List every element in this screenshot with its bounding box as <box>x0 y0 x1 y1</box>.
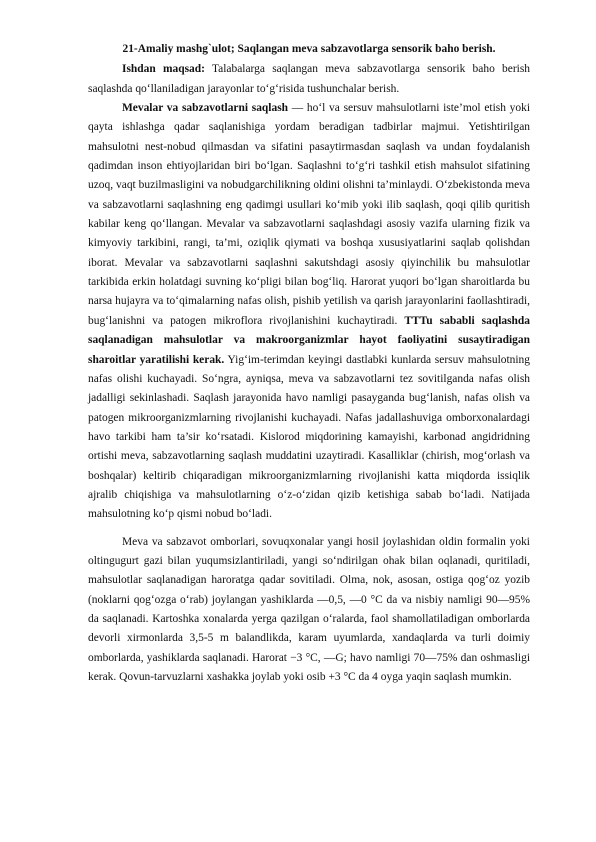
storage-text-b: Yig‘im-terimdan keyingi dastlabki kunlarda sersuv mahsulotning nafas olishi kuchayadi. So‘ngra, ayniqsa, meva va sabzavotlarni tez sovitilganda nafas olish jadalligi sekinlashadi. Saqlash jarayonida havo namligi pasayganda bug‘lanish, nafas olish va patogen mikroorganizmlarning rivojlanishi kuchayadi. Nafas jadallashuviga omborxonalardagi havo tarkibi ham ta’sir ko‘rsatadi. Kislorod miqdorining kamayishi, karbonad angidridning ortishi meva, sabzavotlarning saqlash muddatini uzaytiradi. Kasalliklar (chirish, mog‘orlash va boshqalar) keltirib chiqaradigan mikroorganizmlarning rivojlanishi katta miqdorda issiqlik ajralib chiqishiga va mahsulotlarning o‘z-o‘zidan qizib ketishiga sabab bo‘ladi. Natijada mahsulotning ko‘p qismi nobud bo‘ladi. <box>88 353 530 521</box>
storage-lead: Mevalar va sabzavotlarni saqlash <box>122 102 289 115</box>
document-title: 21-Amaliy mashg`ulot; Saqlangan meva sabzavotlarga sensorik baho berish. <box>122 43 496 55</box>
storage-bold-statement: TTTu sababli saqlashda saqlanadigan mahsulotlar va makroorganizmlar hayot faoliyatini susaytiradigan sharoitlar yaratilishi kerak. <box>88 314 531 366</box>
aim-paragraph <box>88 60 530 99</box>
warehouse-paragraph: Meva va sabzavot omborlari, sovuqxonalar yangi hosil joylashidan oldin formalin yoki oltingugurt gazi bilan yuqumsizlantiriladi, yangi so‘ndirilgan ohak bilan oqlanadi, quritiladi, mahsulotlar saqlanadigan haroratga qadar sovitiladi. Olma, nok, asosan, ostiga qog‘oz yozib (noklarni qog‘ozga o‘rab) joylangan yashiklarda —0,5, —0 °C da va nisbiy namligi 90—95% da saqlanadi. Kartoshka xonalarda yerga qazilgan o‘ralarda, faol shamollatiladigan omborlarda devorli xirmonlarda 3,5-5 m balandlikda, karam uyumlarda, xandaqlarda va turli doimiy omborlarda, yashiklarda saqlanadi. Harorat −3 °C, —G; havo namligi 70—75% dan oshmasligi kerak. Qovun-tarvuzlarni xashakka joylab yoki osib +3 °C da 4 oyga yaqin saqlash mumkin. <box>88 535 530 683</box>
storage-paragraph <box>88 99 530 525</box>
aim-label: Ishdan maqsad: <box>122 63 205 76</box>
storage-text-a: — ho‘l va sersuv mahsulotlarni iste’mol etish yoki qayta ishlashga qadar saqlanishiga yordam beradigan tadbirlar majmui. Yetishtirilgan mahsulotni nest-nobud qilmasdan va sifatini pasaytirmasdan saqlash va undan foydalanish qadimdan inson ehtiyojlaridan biri bo‘lgan. Saqlashni to‘g‘ri tashkil etish mahsulot sifatining uzoq, vaqt buzilmasligini va nobudgarchilikning oldini olishni ta’minlaydi. O‘zbekistonda meva va sabzavotlarni saqlashning eng qadimgi usullari ko‘mib yoki ilib saqlash, qoqi qilib quritish kabilar keng qo‘llangan. Mevalar va sabzavotlarni saqlashdagi asosiy vazifa ularning fizik va kimyoviy tarkibini, rangi, ta’mi, oziqlik qiymati va boshqa xususiyatlarini saqlab qolishdan iborat. Mevalar va sabzavotlarni saqlashni sakutshdagi asosiy qiyinchilik bu mahsulotlar tarkibida erkin holatdagi suvning ko‘pligi bilan bog‘liq. Harorat yuqori bo‘lgan sharoitlarda bu narsa hujayra va to‘qimalarning nafas olish, pishib yetilish va qarish jarayonlarini faollashtiradi, bug‘lanishni va patogen mikroflora rivojlanishini kuchaytiradi. <box>88 102 530 327</box>
aim-text: Talabalarga saqlangan meva sabzavotlarga sensorik baho berish saqlashda qo‘llaniladigan jarayonlar to‘g‘risida tushunchalar berish. <box>88 63 530 95</box>
document-page <box>88 40 530 687</box>
